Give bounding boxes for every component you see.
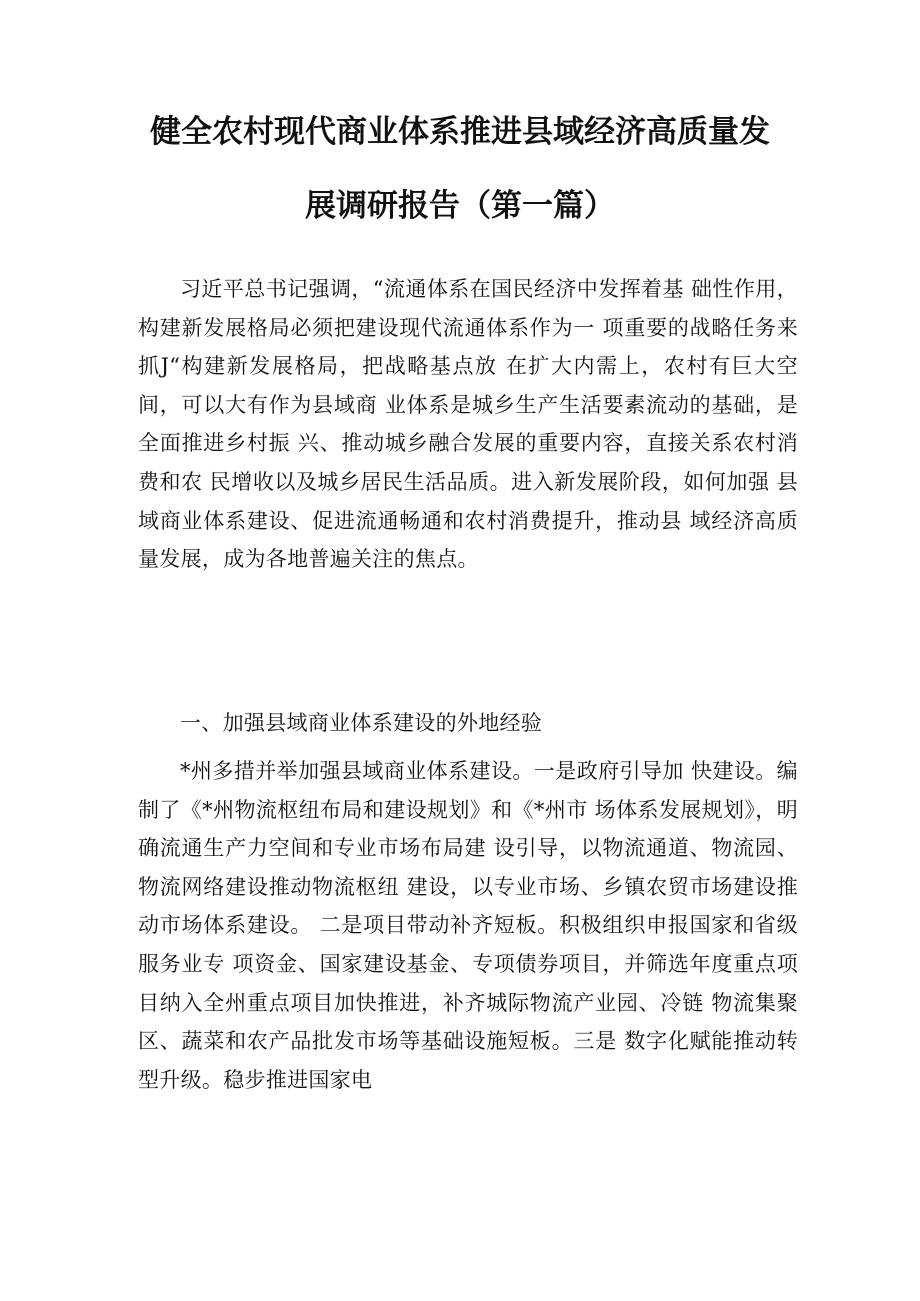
intro-paragraph: 习近平总书记强调，“流通体系在国民经济中发挥着基 础性作用，构建新发展格局必须把建设现代流通体系作为一 项重要的战略任务来抓J“构建新发展格局，把战略基点放 在扩大内需上，农村有巨大空间，可以大有作为县域商 业体系是城乡生产生活要素流动的基础，是全面推进乡村振 兴、推动城乡融合发展的重要内容，直接关系农村消费和农 民增收以及城乡居民生活品质。进入新发展阶段，如何加强 县域商业体系建设、促进流通畅通和农村消费提升，推动县 域经济高质量发展，成为各地普遍关注的焦点。 <box>138 277 798 572</box>
document-title-line-1: 健全农村现代商业体系推进县域经济高质量发 <box>150 114 770 150</box>
section-paragraph: *州多措并举加强县域商业体系建设。一是政府引导加 快建设。编制了《*州物流枢纽布局和建设规划》和《*州市 场体系发展规划》，明确流通生产力空间和专业市场布局建 设引导，以物流通道、物流园、物流网络建设推动物流枢纽 建设，以专业市场、乡镇农贸市场建设推动市场体系建设。 二是项目带动补齐短板。积极组织申报国家和省级服务业专 项资金、国家建设基金、专项债券项目，并筛选年度重点项 目纳入全州重点项目加快推进，补齐城际物流产业园、冷链 物流集聚区、蔬菜和农产品批发市场等基础设施短板。三是 数字化赋能推动转型升级。稳步推进国家电 <box>138 759 798 1092</box>
section-heading: 一、加强县域商业体系建设的外地经验 <box>180 711 543 735</box>
intro-block <box>138 270 798 579</box>
document-title-line-2: 展调研报告（第一篇） <box>305 188 615 224</box>
section-paragraph-block <box>138 752 798 1099</box>
section-heading-block <box>138 704 798 743</box>
